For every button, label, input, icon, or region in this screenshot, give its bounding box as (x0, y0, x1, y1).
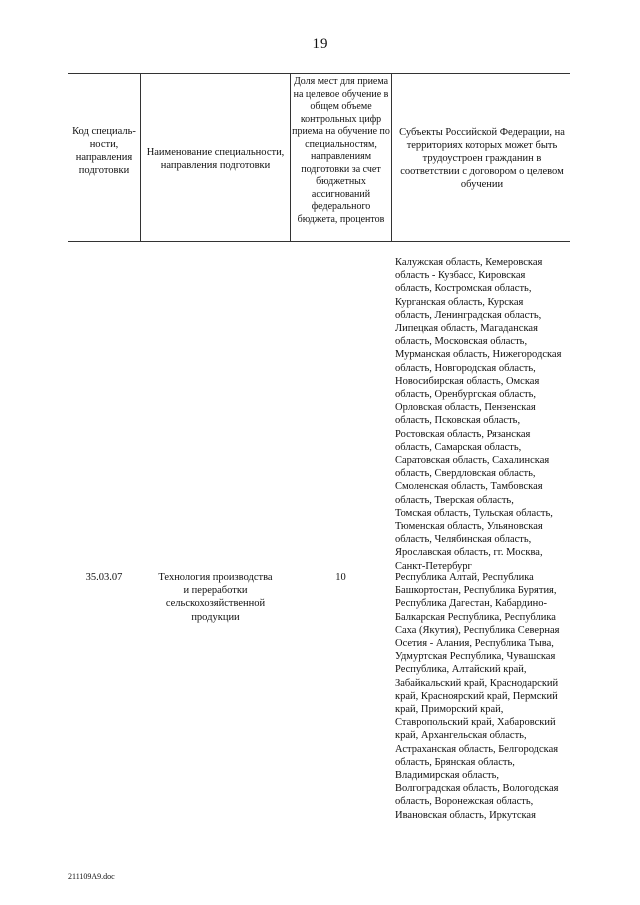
header-top-rule (68, 73, 570, 74)
page-number: 19 (312, 36, 328, 52)
header-col-divider-2 (290, 73, 291, 241)
header-code: Код специаль-ности, направления подготовки (72, 126, 136, 176)
header-bottom-rule (68, 241, 570, 242)
row-regions: Республика Алтай, Республика Башкортостан, Республика Бурятия, Республика Дагестан, Кабардино- Балкарская Республика, Республика Саха (Якутия), Республика Северная Осетия - Алания, Республика Тыва, Удмуртская Республика, Чувашская Республика, Алтайский край, Забайкальский край, Краснодарский край, Красноярский край, Пермский край, Приморский край, Ставропольский край, Хабаровский край, Архангельская область, Астраханская область, Белгородская область, Брянская область, Владимирская область, Волгоградская область, Вологодская область, Воронежская область, Ивановская область, Иркутская (395, 572, 560, 821)
row-regions-continued: Калужская область, Кемеровская область - Кузбасс, Кировская область, Костромская область, Курганская область, Курская область, Ленинградская область, Липецкая область, Магаданская область, Московская область, Мурманская область, Нижегородская область, Новгородская область, Новосибирская область, Омская область, Оренбургская область, Орловская область, Пензенская область, Псковская область, Ростовская область, Рязанская область, Самарская область, Саратовская область, Сахалинская область, Свердловская область, Смоленская область, Тамбовская область, Тверская область, Томская область, Тульская область, Тюменская область, Ульяновская область, Челябинская область, Ярославская область, гг. Москва, Санкт-Петербург (395, 257, 562, 572)
header-regions: Субъекты Российской Федерации, на территориях которых может быть трудоустроен гражданин в соответствии с договором о целевом обучении (399, 127, 565, 190)
header-name: Наименование специальности, направления подготовки (146, 147, 285, 171)
row-share: 10 (335, 572, 346, 583)
footer-filename: 211109A9.doc (68, 872, 115, 881)
row-specialty-name: Технология производства и переработки сельскохозяйственной продукции (158, 572, 273, 623)
row-code: 35.03.07 (85, 572, 123, 583)
header-share: Доля мест для приема на целевое обучение в общем объеме контрольных цифр приема на обучение по специальностям, направлениям подготовки за счет бюджетных ассигнований федерального бюджета, процентов (292, 76, 390, 226)
